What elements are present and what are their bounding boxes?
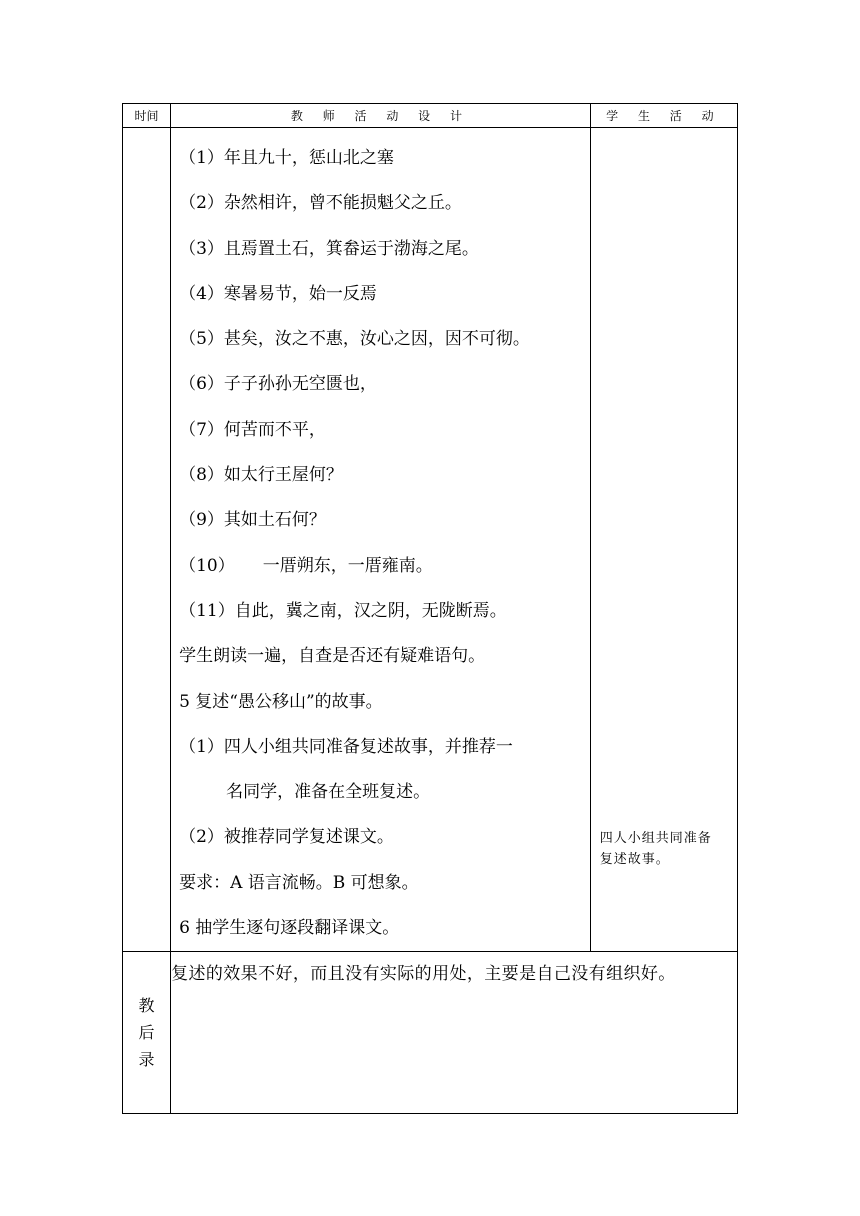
list-item: 学生朗读一遍，自查是否还有疑难语句。 — [179, 646, 486, 667]
student-note — [600, 828, 712, 870]
list-item: （1）四人小组共同准备复述故事，并推荐一 — [179, 736, 513, 757]
teacher-lines — [171, 128, 590, 951]
list-item: （11）自此，冀之南，汉之阴，无陇断焉。 — [179, 600, 507, 621]
table-header-row — [123, 104, 738, 128]
list-item: （8）如太行王屋何？ — [179, 465, 343, 486]
after-class-row — [123, 952, 738, 1114]
time-column-cell — [123, 128, 171, 952]
list-item: 要求：A 语言流畅。B 可想象。 — [179, 872, 419, 893]
teacher-activity-cell — [171, 128, 591, 952]
list-item-continuation: 名同学，准备在全班复述。 — [226, 782, 431, 803]
list-item: （7）何苦而不平， — [179, 419, 326, 440]
list-item: （6）子子孙孙无空匮也， — [179, 374, 377, 395]
item-10-number: （10） — [179, 555, 235, 576]
header-student-activity: 学 生 活 动 — [590, 104, 737, 128]
list-item: （4）寒暑易节，始一反焉 — [179, 283, 377, 304]
lesson-plan-table — [122, 103, 738, 1114]
student-note-line: 复述故事。 — [599, 852, 670, 867]
list-item: （2）杂然相许，曾不能损魁父之丘。 — [179, 193, 462, 214]
after-class-label: 教 后 录 — [123, 952, 171, 1114]
main-content-row — [123, 128, 738, 952]
list-item: （1）年且九十，惩山北之塞 — [179, 148, 394, 168]
list-item: （5）甚矣，汝之不惠，汝心之因，因不可彻。 — [179, 329, 530, 350]
header-time: 时间 — [123, 104, 171, 128]
header-teacher-activity: 教 师 活 动 设 计 — [171, 104, 591, 128]
student-note-line: 四人小组共同准备 — [599, 831, 712, 846]
list-item: （2）被推荐同学复述课文。 — [179, 827, 394, 848]
list-item: 6 抽学生逐句逐段翻译课文。 — [179, 918, 400, 939]
list-item-10 — [171, 544, 590, 589]
list-item: 5 复述“愚公移山”的故事。 — [179, 691, 383, 712]
item-10-text: 一厝朔东，一厝雍南。 — [262, 555, 433, 576]
list-item: （9）其如土石何？ — [179, 510, 326, 531]
after-class-text: 复述的效果不好，而且没有实际的用处，主要是自己没有组织好。 — [171, 952, 738, 1114]
list-item: （3）且焉置土石，箕畚运于渤海之尾。 — [179, 238, 479, 259]
student-activity-cell — [590, 128, 737, 952]
